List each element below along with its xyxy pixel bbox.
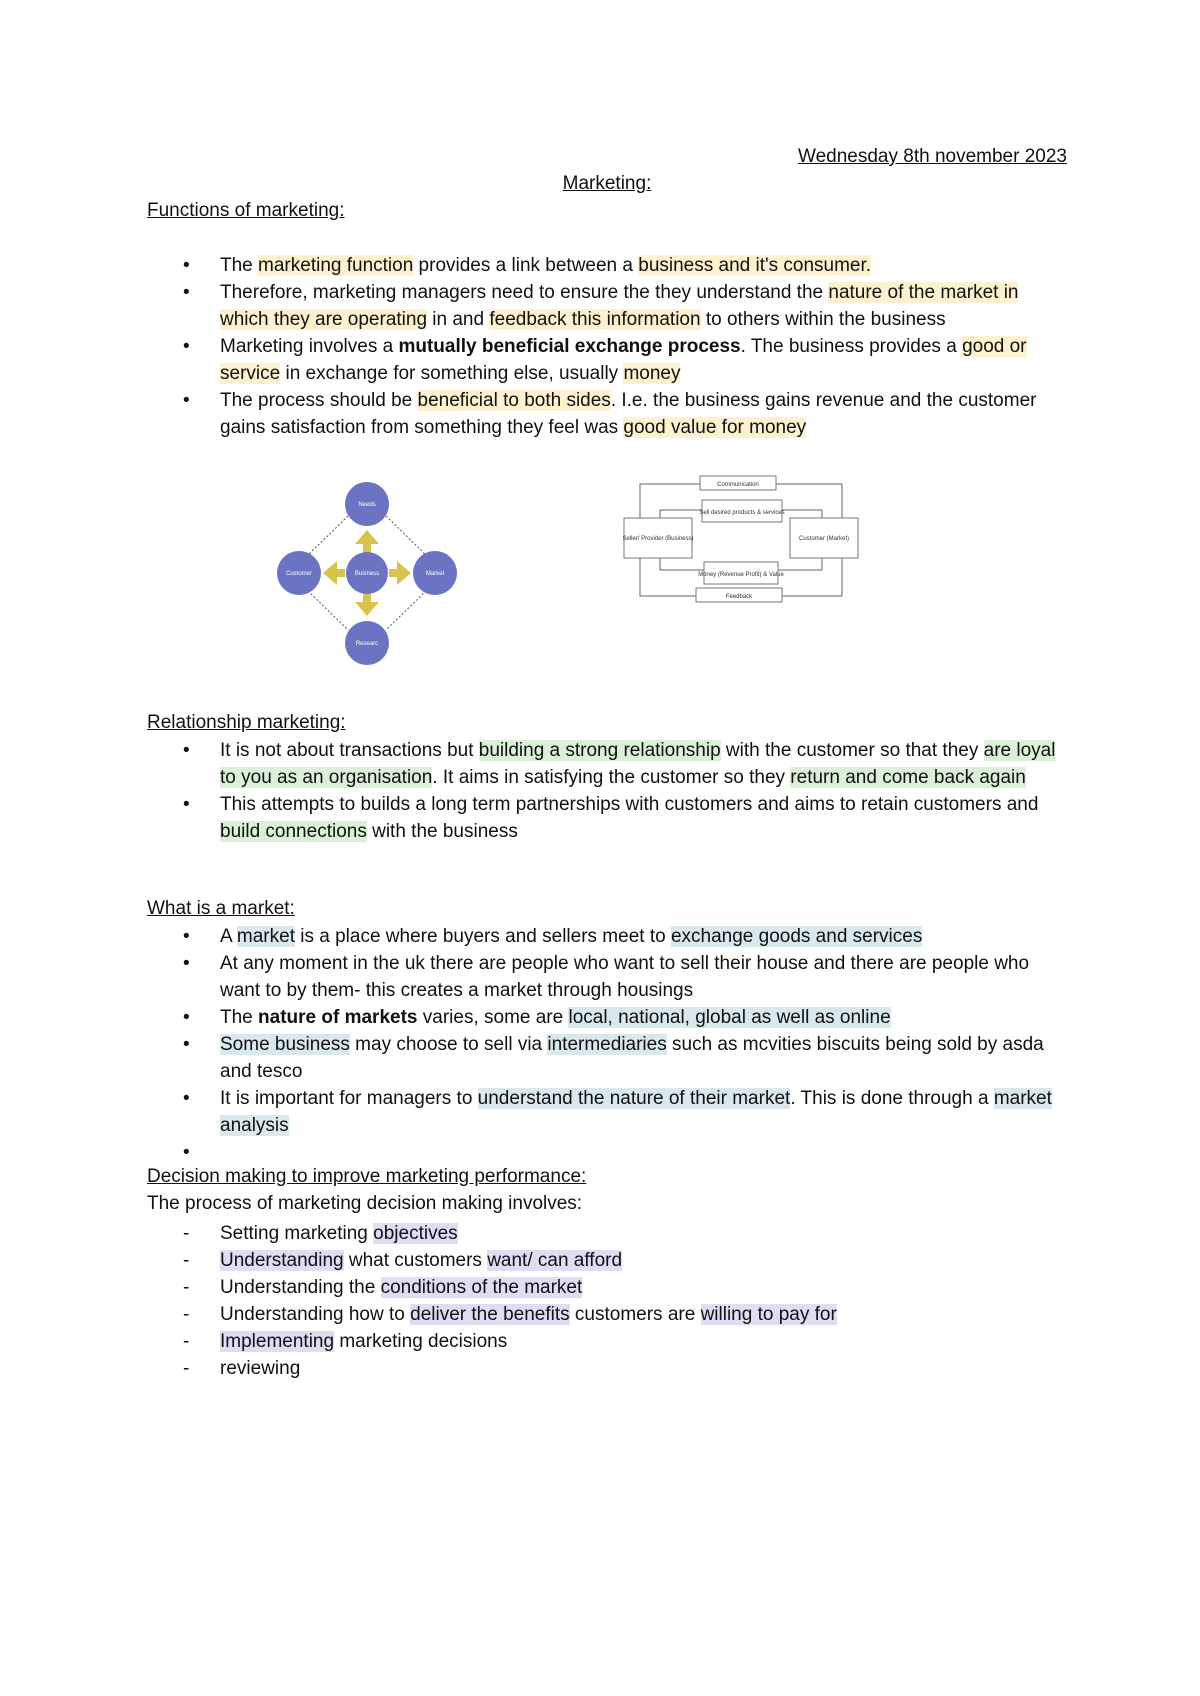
label-customer: Customer (Market) bbox=[798, 536, 850, 542]
text-segment: At any moment in the uk there are people who want to sell their house and there are people who want to by them- this creates a market through housings bbox=[220, 953, 1030, 1001]
decision-heading: Decision making to improve marketing performance: bbox=[147, 1166, 587, 1187]
connector-line bbox=[305, 516, 348, 558]
connector-line bbox=[386, 588, 429, 630]
text-segment: A bbox=[220, 926, 237, 947]
label-money: Money (Revenue Profit) & Value bbox=[698, 572, 784, 578]
flow-line bbox=[782, 558, 842, 596]
text-segment: Understanding how to bbox=[220, 1304, 411, 1325]
highlighted-text: understand the nature of their market bbox=[477, 1088, 791, 1109]
document-title: Marketing: bbox=[562, 173, 652, 194]
bullet-icon: • bbox=[183, 282, 190, 303]
relationship-heading: Relationship marketing: bbox=[147, 712, 346, 733]
text-segment: . This is done through a bbox=[790, 1088, 994, 1109]
flow-line bbox=[640, 484, 700, 518]
label-feedback: Feedback bbox=[725, 594, 753, 600]
bullet-icon: • bbox=[183, 336, 190, 357]
label-seller: Seller/ Provider (Business) bbox=[622, 536, 694, 542]
list-item bbox=[147, 333, 1067, 387]
highlighted-text: Implementing bbox=[220, 1331, 335, 1352]
text-segment: marketing decisions bbox=[334, 1331, 508, 1352]
text-segment: reviewing bbox=[220, 1358, 301, 1379]
dash-icon: - bbox=[183, 1250, 190, 1271]
flow-line bbox=[778, 558, 822, 570]
text-segment: It is not about transactions but bbox=[220, 740, 479, 761]
node-label: Researc bbox=[355, 641, 379, 647]
bullet-icon: • bbox=[183, 1007, 190, 1028]
highlighted-text: building a strong relationship bbox=[478, 740, 721, 761]
list-item bbox=[147, 1355, 1067, 1382]
bullet-icon: • bbox=[183, 953, 190, 974]
list-item bbox=[147, 279, 1067, 333]
highlighted-text: local, national, global as well as online bbox=[568, 1007, 891, 1028]
node-label: Needs bbox=[358, 502, 376, 508]
text-segment: such as mcvities biscuits being sold by asda and tesco bbox=[220, 1034, 1044, 1082]
connector-line bbox=[305, 588, 348, 630]
highlighted-text: intermediaries bbox=[547, 1034, 667, 1055]
decision-list bbox=[147, 1220, 1067, 1382]
flow-line bbox=[660, 558, 704, 570]
bullet-icon: • bbox=[183, 255, 190, 276]
list-item bbox=[147, 737, 1067, 791]
list-item bbox=[147, 791, 1067, 845]
list-item bbox=[147, 1085, 1067, 1139]
list-item bbox=[147, 1247, 1067, 1274]
highlighted-text: want/ can afford bbox=[487, 1250, 623, 1271]
bullet-icon: • bbox=[183, 740, 190, 761]
list-item bbox=[147, 1031, 1067, 1085]
highlighted-text: nature of the market in which they are operating bbox=[220, 282, 1019, 330]
text-segment: to others within the business bbox=[700, 309, 946, 330]
highlighted-text: Some business bbox=[220, 1034, 350, 1055]
list-item bbox=[147, 923, 1067, 950]
flow-line bbox=[640, 558, 696, 596]
text-segment: what customers bbox=[343, 1250, 488, 1271]
text-segment: . The business provides a bbox=[740, 336, 963, 357]
highlighted-text: willing to pay for bbox=[700, 1304, 837, 1325]
dash-icon: - bbox=[183, 1331, 190, 1352]
text-segment: in and bbox=[427, 309, 490, 330]
market-list bbox=[147, 923, 1067, 1163]
highlighted-text: Understanding bbox=[220, 1250, 344, 1271]
bullet-icon: • bbox=[183, 390, 190, 411]
text-segment: in exchange for something else, usually bbox=[280, 363, 624, 384]
list-item bbox=[147, 1301, 1067, 1328]
text-segment: may choose to sell via bbox=[349, 1034, 548, 1055]
text-segment: varies, some are bbox=[417, 1007, 569, 1028]
highlighted-text: conditions of the market bbox=[380, 1277, 583, 1298]
node-label: Market bbox=[425, 571, 445, 577]
dash-icon: - bbox=[183, 1223, 190, 1244]
text-segment: The bbox=[220, 1007, 259, 1028]
text-segment: . It aims in satisfying the customer so they bbox=[432, 767, 791, 788]
text-segment: . I.e. the business gains revenue and the customer gains satisfaction from something they feel was bbox=[220, 390, 1037, 438]
functions-heading: Functions of marketing: bbox=[147, 200, 345, 221]
highlighted-text: are loyal to you as an organisation bbox=[220, 740, 1056, 788]
flow-line bbox=[660, 510, 702, 518]
label-communication: Communication bbox=[717, 482, 759, 488]
text-segment: customers are bbox=[569, 1304, 701, 1325]
bullet-icon: • bbox=[183, 926, 190, 947]
list-item bbox=[147, 387, 1067, 441]
highlighted-text: business and it's consumer. bbox=[638, 255, 872, 276]
text-segment: Marketing involves a bbox=[220, 336, 399, 357]
bullet-icon: • bbox=[183, 1142, 190, 1163]
market-heading: What is a market: bbox=[147, 898, 295, 919]
text-segment: Setting marketing bbox=[220, 1223, 374, 1244]
node-label: Customer bbox=[285, 571, 313, 577]
list-item bbox=[147, 1328, 1067, 1355]
label-sell: Sell desired products & services bbox=[699, 510, 785, 516]
dash-icon: - bbox=[183, 1277, 190, 1298]
highlighted-text: objectives bbox=[373, 1223, 458, 1244]
text-segment: mutually beneficial exchange process bbox=[398, 336, 741, 357]
highlighted-text: good or service bbox=[220, 336, 1027, 384]
flow-line bbox=[776, 484, 842, 518]
relationship-list bbox=[147, 737, 1067, 845]
list-item bbox=[147, 1274, 1067, 1301]
text-segment: nature of markets bbox=[258, 1007, 418, 1028]
arrow-left bbox=[323, 561, 345, 585]
text-segment: provides a link between a bbox=[413, 255, 639, 276]
highlighted-text: money bbox=[623, 363, 681, 384]
highlighted-text: deliver the benefits bbox=[410, 1304, 570, 1325]
text-segment: It is important for managers to bbox=[220, 1088, 478, 1109]
highlighted-text: exchange goods and services bbox=[670, 926, 923, 947]
highlighted-text: return and come back again bbox=[790, 767, 1026, 788]
highlighted-text: build connections bbox=[220, 821, 367, 842]
exchange-flow-diagram bbox=[620, 470, 860, 605]
highlighted-text: market bbox=[236, 926, 295, 947]
text-segment: This attempts to builds a long term partnerships with customers and aims to retain customers and bbox=[220, 794, 1039, 815]
bullet-icon: • bbox=[183, 794, 190, 815]
highlighted-text: beneficial to both sides bbox=[417, 390, 611, 411]
functions-list bbox=[147, 252, 1067, 441]
text-segment: The process should be bbox=[220, 390, 418, 411]
highlighted-text: market analysis bbox=[220, 1088, 1052, 1136]
text-segment: The bbox=[220, 255, 259, 276]
dash-icon: - bbox=[183, 1358, 190, 1379]
text-segment: is a place where buyers and sellers meet to bbox=[294, 926, 671, 947]
text-segment: Therefore, marketing managers need to ensure the they understand the bbox=[220, 282, 829, 303]
arrow-right bbox=[389, 561, 411, 585]
document-date: Wednesday 8th november 2023 bbox=[798, 146, 1067, 167]
decision-intro: The process of marketing decision making involves: bbox=[147, 1193, 583, 1214]
text-segment: Understanding the bbox=[220, 1277, 381, 1298]
flow-line bbox=[782, 510, 822, 518]
text-segment: with the business bbox=[366, 821, 518, 842]
highlighted-text: good value for money bbox=[623, 417, 807, 438]
text-segment: with the customer so that they bbox=[720, 740, 984, 761]
bullet-icon: • bbox=[183, 1088, 190, 1109]
highlighted-text: feedback this information bbox=[489, 309, 701, 330]
marketing-cycle-diagram bbox=[271, 478, 463, 668]
dash-icon: - bbox=[183, 1304, 190, 1325]
highlighted-text: marketing function bbox=[258, 255, 414, 276]
list-item bbox=[147, 252, 1067, 279]
list-item bbox=[147, 950, 1067, 1004]
bullet-icon: • bbox=[183, 1034, 190, 1055]
list-item bbox=[147, 1220, 1067, 1247]
list-item bbox=[147, 1004, 1067, 1031]
connector-line bbox=[386, 516, 429, 558]
node-label: Business bbox=[354, 571, 380, 577]
